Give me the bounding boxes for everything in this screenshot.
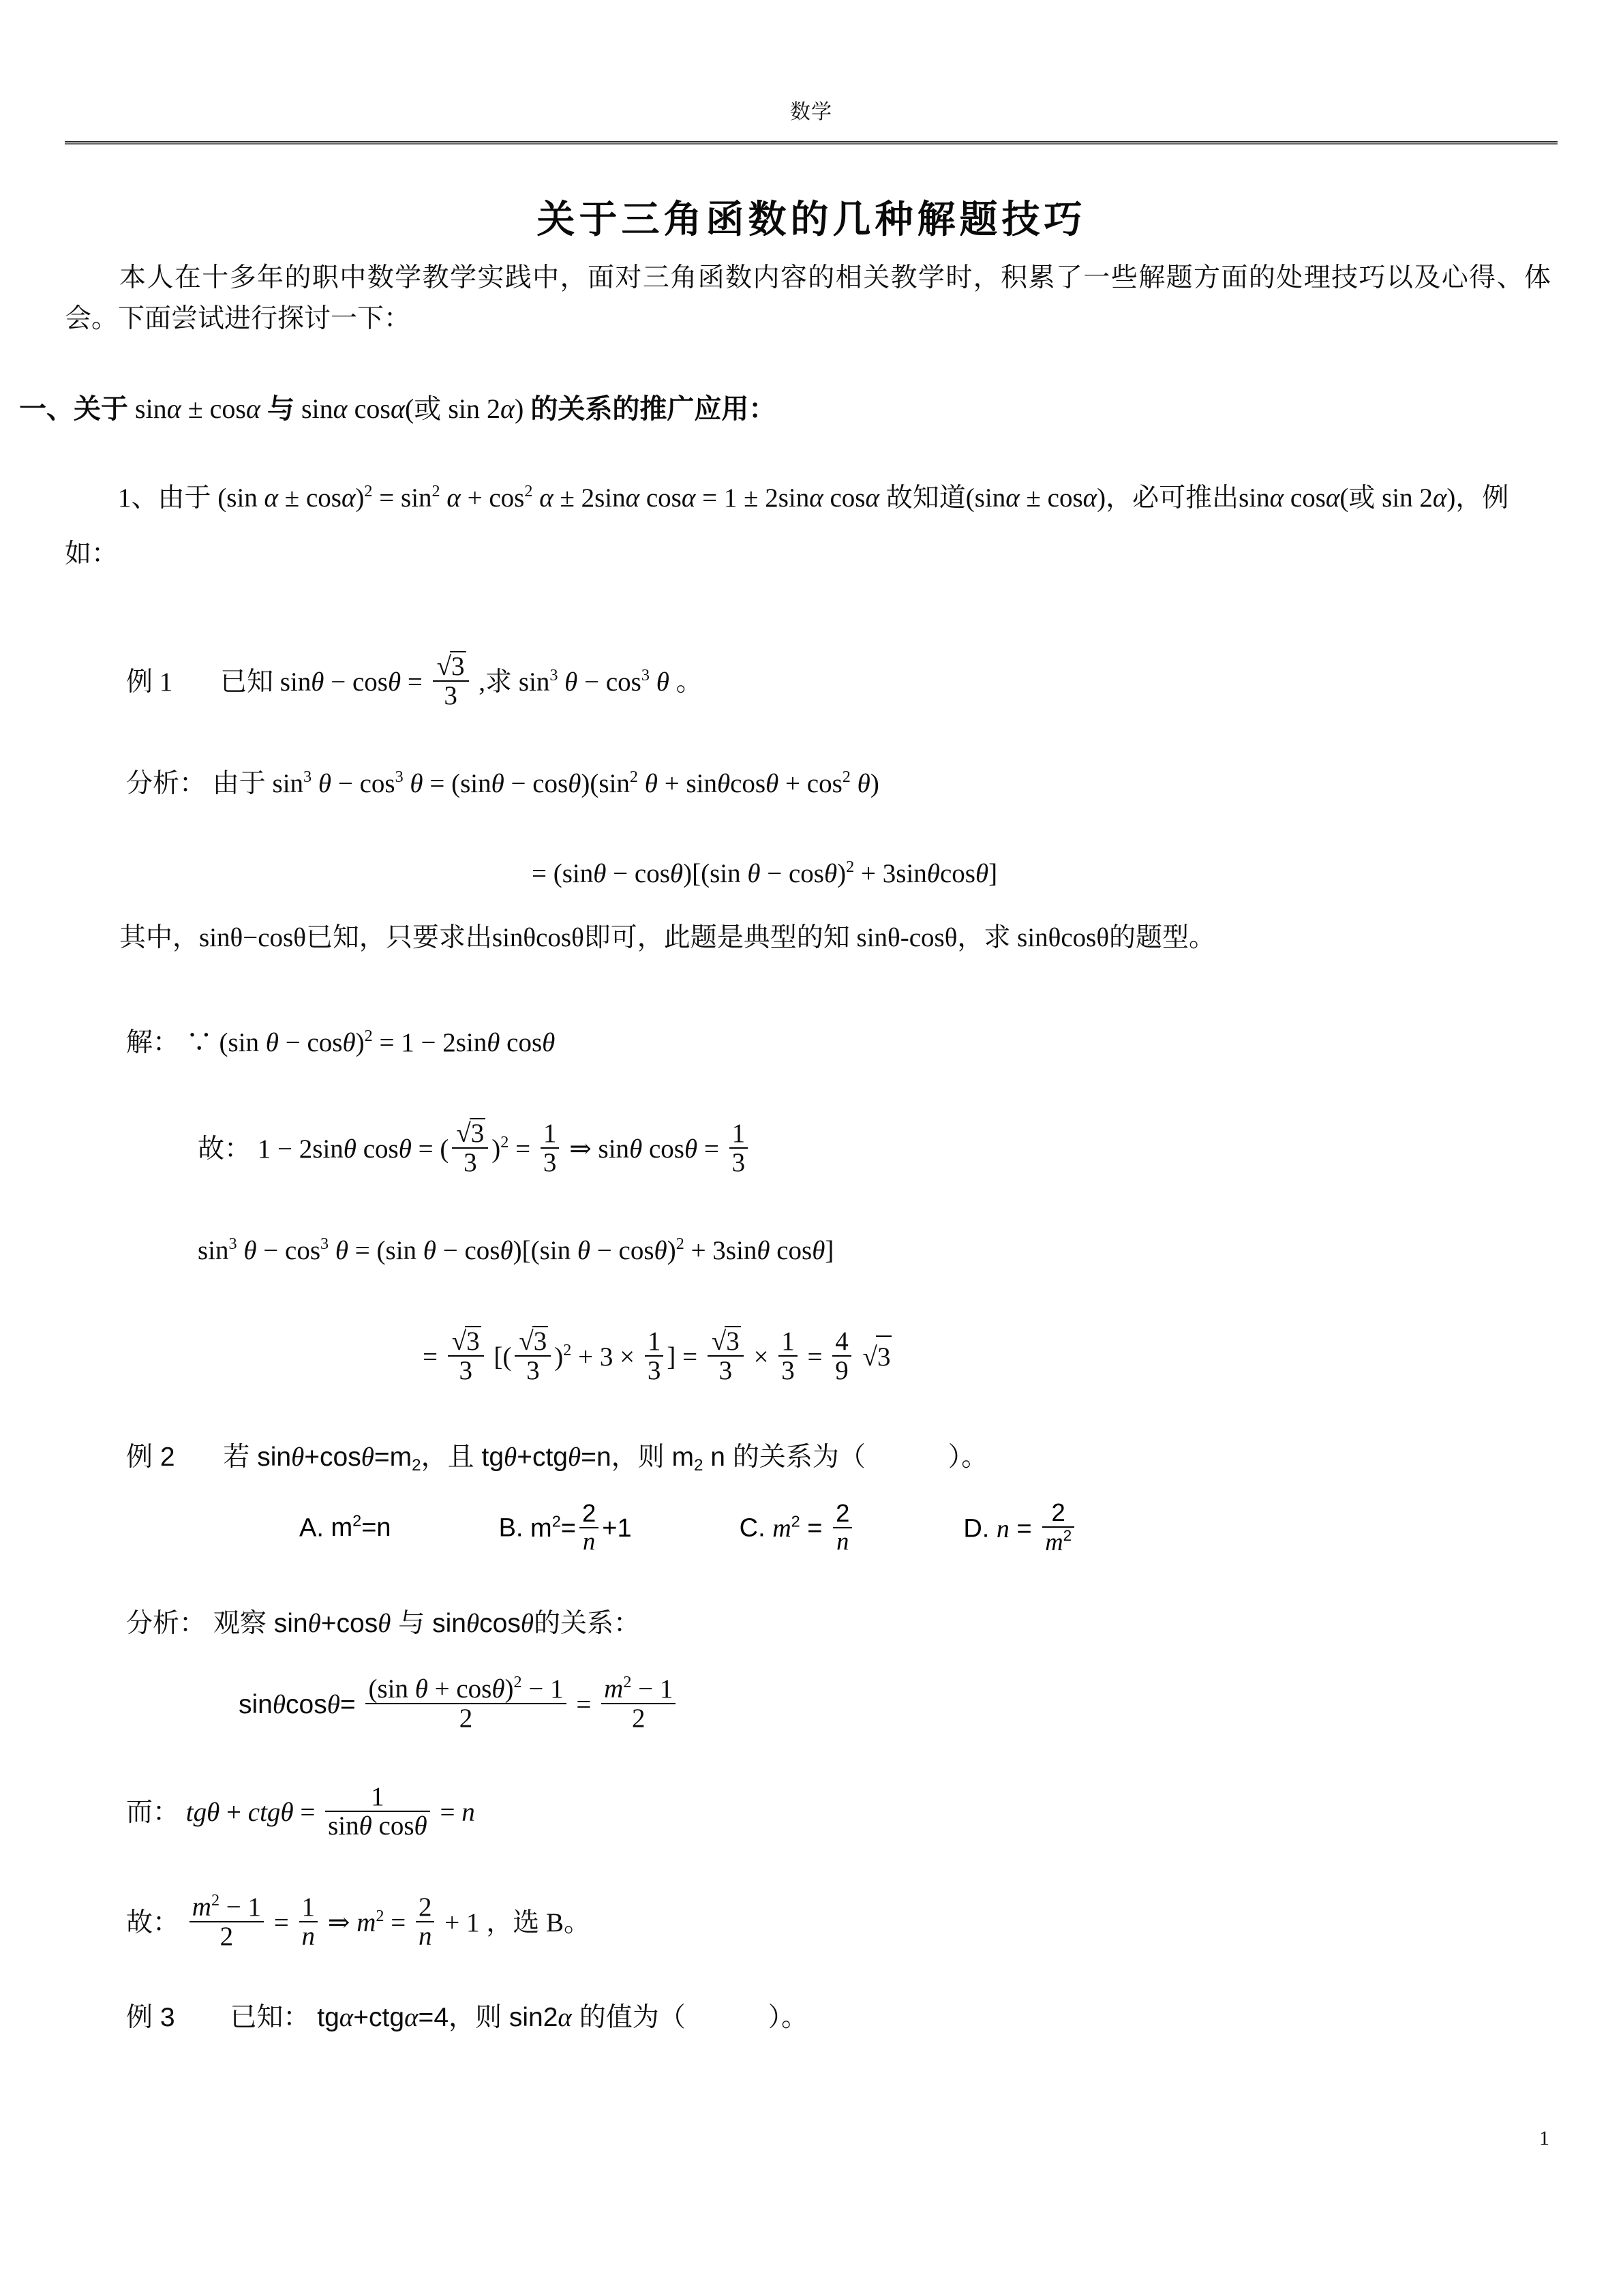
example3-label: 例 3 [126,2003,175,2032]
example2-if: 若 [223,1442,250,1472]
example3-then: ，则 [449,2003,502,2032]
section-one-suffix: 的关系的推广应用： [530,393,776,424]
example2-line1 [239,1674,1554,1733]
item-one-paragraph [65,470,1551,582]
example2-line2 [126,1783,1551,1841]
example1-note-g: sinθcosθ [1017,923,1110,952]
example3-rel: 的值为（ [579,2003,686,2032]
option-d-value: n = $\frac{2}{m^2}$ [997,1515,1078,1543]
example2-line3-expr: $\frac{m^2 - 1}{2}$ = $\frac{1}{n}$ ⇒ $m^2$ = $\frac{2}{n}$ + 1 [186,1908,486,1937]
example2-analysis-b: sinθcosθ [432,1609,534,1638]
example1-statement: 例 1 已知 sinθ − cosθ = $\frac{√3}{3}$ ,求 $\sin^3 \theta - \cos^3 \theta$ 。 [126,652,703,711]
example2-line2-expr: tgθ + ctgθ = $\frac{1}{\text{sinθ cosθ}}$ = n [185,1782,475,1841]
example2-eq1: $\sin\theta+\cos\theta=m_2$ [257,1442,421,1475]
example2-line3-tail: ，选 B。 [486,1908,590,1938]
example2-rel: 的关系为（ [732,1442,866,1472]
example1-solution-line4 [423,1326,1554,1385]
example1-ask-word: 求 [485,667,513,697]
example1-solution-label2: 故： [198,1134,252,1164]
example2-analysis-lead: 观察 [213,1609,267,1638]
example2-analysis-tail: 的关系： [534,1609,641,1638]
example3-target: sin2α [509,2003,572,2032]
example1-note-d: 即可，此题是典型的知 [583,923,850,952]
example2-close: ）。 [947,1442,988,1472]
example1-solution-line3 [198,1230,1554,1271]
example2-line3-label: 故： [126,1908,180,1938]
item-one-identity: (sin $\alpha \pm \cos\alpha)^2 = \sin^2 \alpha + \cos^2 \alpha \pm 2\sin\alpha$ cosα = 1 ± 2sinα cosα [211,482,879,513]
page-title: 关于三角函数的几种解题技巧 [536,199,1087,241]
option-d-label: D. [963,1514,990,1543]
intro-paragraph [65,258,1551,340]
intro-text: 本人在十多年的职中数学教学实践中，面对三角函数内容的相关教学时，积累了一些解题方面的处理技巧以及心得、体会。下面尝试进行探讨一下： [65,263,1551,334]
example1-note-c: sinθcosθ [491,923,584,952]
example2-line2-label: 而： [126,1798,180,1828]
item-one-derive: sinα cosα(或 sin 2α) [1239,483,1456,513]
header-rule-divider [65,141,1558,145]
example2-options-row [65,1500,1558,1555]
option-a-label: A. [299,1513,324,1543]
example1-given-expr: sinθ − cosθ = $\frac{√3}{3}$ [273,667,479,697]
example1-solution-label: 解： [126,1028,180,1057]
option-b-value: $m^2=$ $\frac{2}{n}$ +1 [530,1499,632,1555]
example2-statement [126,1437,1551,1479]
item-one-marker: 1、 [118,483,158,513]
example1-note-e: sinθ-cosθ [856,923,958,952]
item-one-end: ，例如： [65,483,1509,569]
option-b[interactable] [499,1500,632,1554]
example1-label: 例 1 [126,667,173,697]
running-head-label: 数学 [790,101,832,123]
example2-eq2: tgθ+ctgθ=n [481,1442,611,1472]
example2-analysis-header [126,1603,1551,1644]
example1-solution-line2 [198,1118,1554,1177]
example1-solution-expr2: 1 − 2sinθ cosθ = ( $\frac{√3}{3}$ )$^2$ = $\frac{1}{3}$ ⇒ sinθ cosθ = $\frac{1}{3}$ [258,1134,751,1164]
example2-analysis-label: 分析： [126,1609,207,1638]
example1-note-b: 已知，只要求出 [305,923,492,952]
because-symbol: ∵ [185,1028,213,1057]
example1-solution-expr4: = $\frac{√3}{3}$ [( $\frac{√3}{3}$ )$^2$ + 3 × $\frac{1}{3}$ ] = $\frac{√3}{3}$ × $\frac{1}{3}$ = $\frac{4}{9}$ √3 [423,1327,891,1386]
section-one-link: 与 [267,393,294,424]
example2-line1-rhs: $\frac{(\sin \theta + \cos\theta)^2 - 1}{2}$ = $\frac{m^2 - 1}{2}$ [356,1690,680,1719]
option-d[interactable] [963,1500,1078,1555]
example2-vars: $m_2$ n [671,1442,725,1475]
example1-given-word: 已知 [220,667,274,697]
example2-then: ，则 [611,1442,665,1472]
example1-solution-line1 [126,1023,1551,1063]
example1-analysis-expr1: $\sin^3 \theta - \cos^3 \theta = (\sin\theta - \cos\theta)(\sin^2$ $\theta + \sin\theta\cos\theta + \cos^2 \theta$) [272,768,879,798]
example2-analysis-a: sinθ+cosθ [273,1609,391,1638]
example1-note [65,917,1551,959]
example1-analysis-label: 分析： [126,769,207,798]
example1-analysis-expr2: = (sinθ − cosθ)[(sin θ − cosθ)$^2$ + 3sinθcosθ] [532,858,998,888]
example2-line1-lhs: sinθcosθ= [239,1690,356,1720]
example1-analysis-line2 [532,854,1554,894]
example1-solution-expr3: $\sin^3 \theta - \cos^3 \theta = (\sin$ θ − cosθ)[(sin θ − cosθ)$^2$ + 3sinθ cosθ] [198,1235,834,1265]
option-a[interactable] [299,1512,391,1543]
example1-solution-expr1: (sin θ − cosθ)$^2$ = 1 − 2sinθ cosθ [219,1027,556,1057]
example1-analysis-line1 [126,764,1551,804]
page-header [65,102,1558,123]
section-one-prefix: 关于 [74,393,128,424]
page-number: 1 [1539,2127,1549,2149]
item-one-lead: 由于 [157,483,211,513]
option-c-label: C. [739,1513,765,1543]
example1-analysis-lead: 由于 [212,769,266,798]
example2-line3 [126,1892,1551,1951]
item-one-tail: ，必可推出 [1106,483,1239,513]
section-one-heading: 一、关于 sinα ± cosα 与 sinα cosα(或 sin 2α) 的关系的推广应用： [19,393,776,424]
example2-analysis-link: 与 [398,1609,425,1638]
item-one-known: (sinα ± cosα) [965,483,1106,513]
example3-close: ）。 [768,2003,808,2032]
section-one-number: 一、 [19,393,74,424]
example1-note-f: ，求 [957,923,1011,952]
example1-note-h: 的题型。 [1109,923,1216,952]
example1-note-a: sinθ−cosθ [199,923,306,952]
example1-ask-expr: $\sin^3 \theta - \cos^3 \theta$ [518,666,669,697]
option-b-label: B. [498,1513,524,1543]
option-c-value: $m^2$ = $\frac{2}{n}$ [772,1514,855,1543]
example1-note-head: 其中， [119,923,200,952]
option-a-value: $m^2=n$ [331,1511,391,1543]
option-c[interactable] [740,1500,856,1554]
example2-label: 例 2 [126,1442,175,1472]
example3-statement [126,1997,1551,2038]
example3-eq: tgα+ctgα=4 [317,2003,449,2032]
example2-and: ，且 [421,1442,474,1472]
item-one-mid: 故知道 [885,483,966,513]
example3-known: 已知： [230,2003,310,2032]
